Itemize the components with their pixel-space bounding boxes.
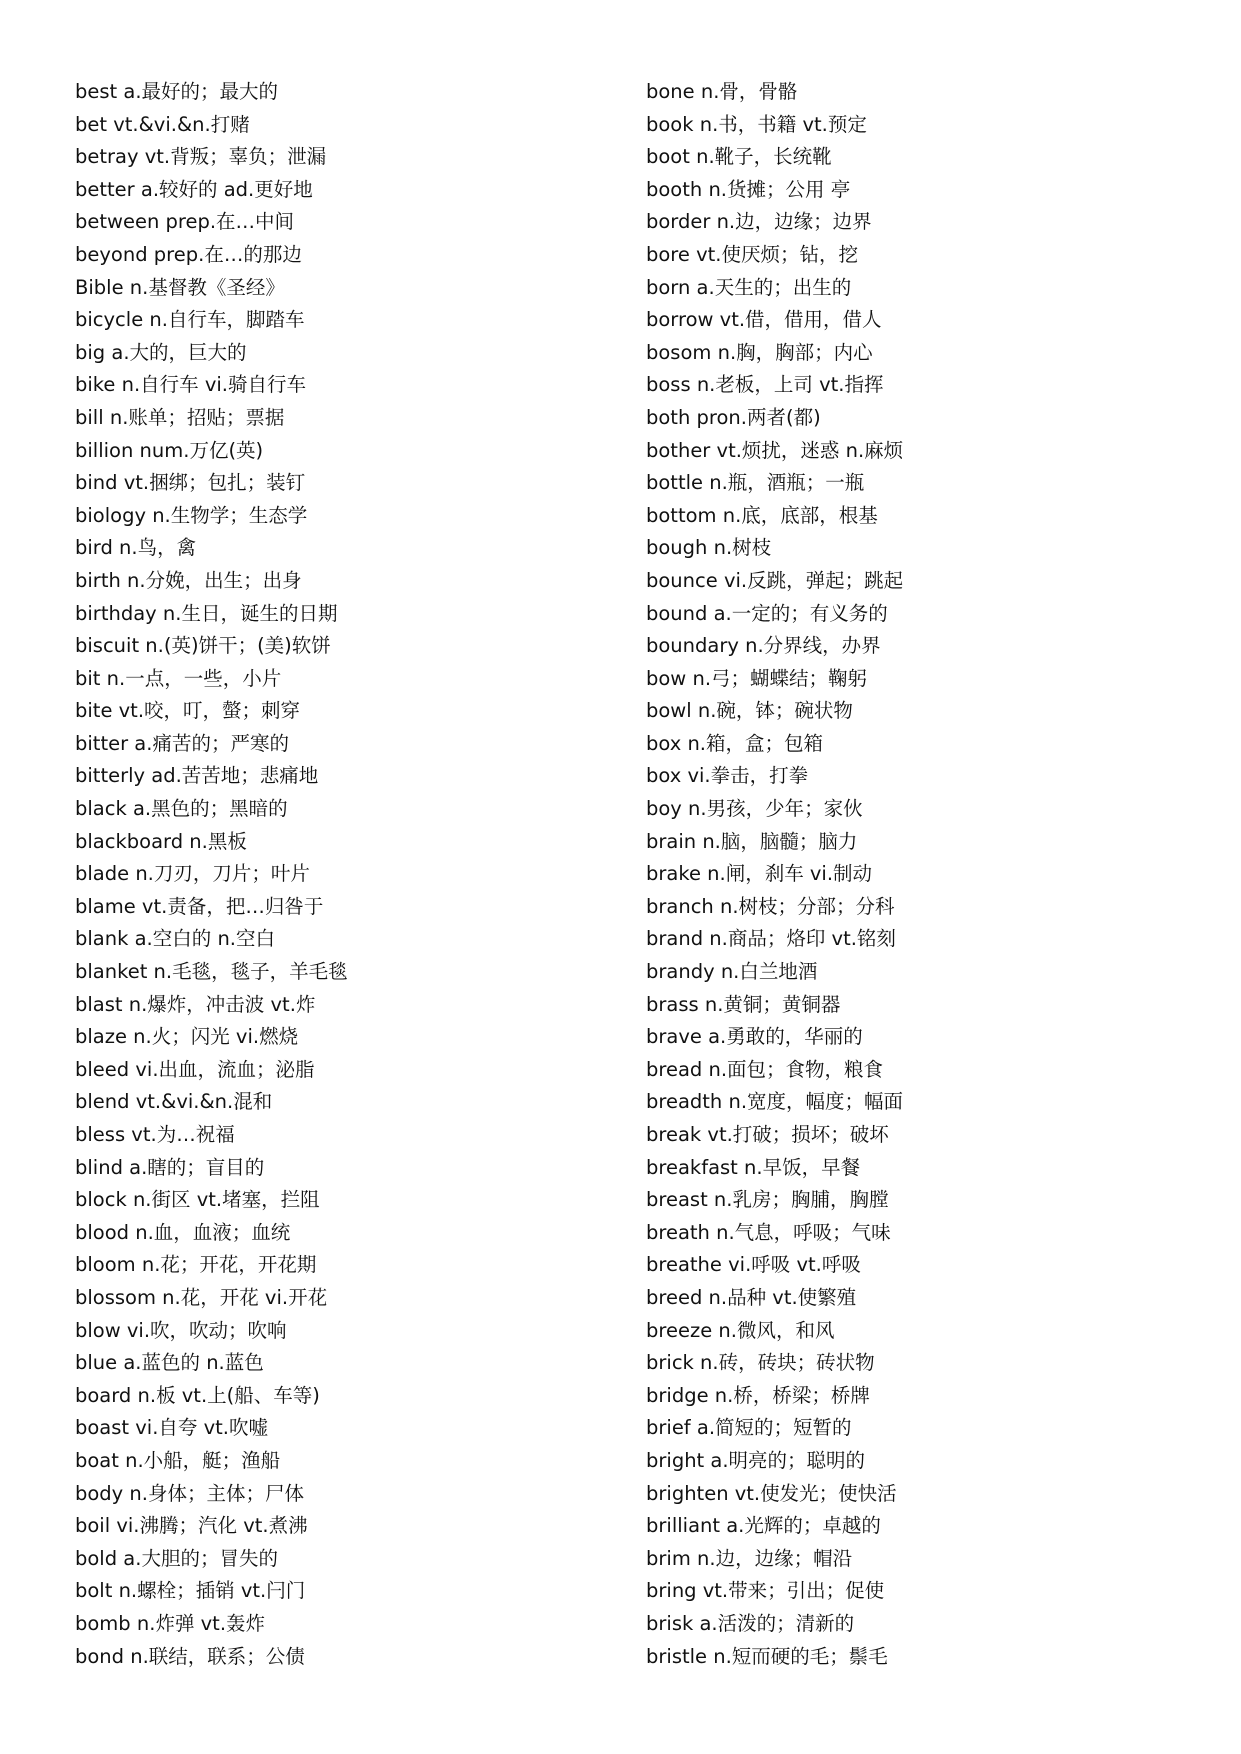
word-entry: breath n.气息，呼吸；气味 <box>646 1220 891 1244</box>
word-entry: bother vt.烦扰，迷惑 n.麻烦 <box>646 438 904 462</box>
word-entry: bet vt.&vi.&n.打赌 <box>75 112 250 136</box>
word-entry: big a.大的，巨大的 <box>75 340 247 364</box>
word-entry: bomb n.炸弹 vt.轰炸 <box>75 1611 266 1635</box>
word-entry: biscuit n.(英)饼干；(美)软饼 <box>75 634 331 658</box>
word-entry: birth n.分娩，出生；出身 <box>75 568 302 592</box>
word-entry: biology n.生物学；生态学 <box>75 503 308 527</box>
word-entry: brighten vt.使发光；使快活 <box>646 1481 897 1505</box>
word-entry: box n.箱，盒；包箱 <box>646 731 824 755</box>
word-entry: bright a.明亮的；聪明的 <box>646 1448 866 1472</box>
word-entry: bowl n.碗，钵；碗状物 <box>646 699 853 723</box>
word-entry: bitterly ad.苦苦地；悲痛地 <box>75 764 319 788</box>
word-entry: breed n.品种 vt.使繁殖 <box>646 1285 857 1309</box>
word-entry: bold a.大胆的；冒失的 <box>75 1546 278 1570</box>
word-entry: birthday n.生日，诞生的日期 <box>75 601 338 625</box>
word-entry: borrow vt.借，借用，借人 <box>646 308 882 332</box>
left-word-column <box>75 76 575 1673</box>
word-entry: billion num.万亿(英) <box>75 438 264 462</box>
word-entry: board n.板 vt.上(船、车等) <box>75 1383 320 1407</box>
word-entry: bring vt.带来；引出；促使 <box>646 1579 885 1603</box>
word-entry: blanket n.毛毯，毯子，羊毛毯 <box>75 960 348 984</box>
word-entry: bleed vi.出血，流血；泌脂 <box>75 1057 315 1081</box>
word-entry: brisk a.活泼的；清新的 <box>646 1611 855 1635</box>
right-word-column <box>646 76 1166 1673</box>
word-entry: branch n.树枝；分部；分科 <box>646 894 895 918</box>
word-entry: bottle n.瓶，酒瓶；一瓶 <box>646 471 865 495</box>
word-entry: bough n.树枝 <box>646 536 772 560</box>
word-entry: bit n.一点，一些，小片 <box>75 666 282 690</box>
word-entry: bridge n.桥，桥梁；桥牌 <box>646 1383 870 1407</box>
word-entry: both pron.两者(都) <box>646 405 821 429</box>
word-entry: bike n.自行车 vi.骑自行车 <box>75 373 307 397</box>
word-entry: bone n.骨，骨骼 <box>646 80 798 103</box>
word-entry: bounce vi.反跳，弹起；跳起 <box>646 568 904 592</box>
word-entry: brief a.简短的；短暂的 <box>646 1416 852 1440</box>
word-entry: breast n.乳房；胸脯，胸膛 <box>646 1188 889 1212</box>
word-entry: bicycle n.自行车，脚踏车 <box>75 308 305 332</box>
word-entry: bond n.联结，联系；公债 <box>75 1644 305 1668</box>
word-entry: blackboard n.黑板 <box>75 829 247 853</box>
word-entry: bread n.面包；食物，粮食 <box>646 1057 884 1081</box>
word-entry: blossom n.花，开花 vi.开花 <box>75 1285 328 1309</box>
word-entry: between prep.在…中间 <box>75 210 295 234</box>
word-entry: betray vt.背叛；辜负；泄漏 <box>75 145 327 169</box>
word-entry: born a.天生的；出生的 <box>646 275 852 299</box>
word-entry: bristle n.短而硬的毛；鬃毛 <box>646 1644 888 1668</box>
word-entry: breathe vi.呼吸 vt.呼吸 <box>646 1253 861 1277</box>
word-entry: brain n.脑，脑髓；脑力 <box>646 829 858 853</box>
word-entry: brass n.黄铜；黄铜器 <box>646 992 841 1016</box>
word-entry: brilliant a.光辉的；卓越的 <box>646 1514 881 1538</box>
word-entry: boil vi.沸腾；汽化 vt.煮沸 <box>75 1514 308 1538</box>
word-entry: bore vt.使厌烦；钻，挖 <box>646 242 858 266</box>
word-entry: boat n.小船，艇；渔船 <box>75 1448 281 1472</box>
word-entry: brand n.商品；烙印 vt.铭刻 <box>646 927 896 951</box>
word-entry: boast vi.自夸 vt.吹嘘 <box>75 1416 269 1440</box>
word-entry: break vt.打破；损坏；破坏 <box>646 1123 889 1146</box>
word-entry: brave a.勇敢的，华丽的 <box>646 1025 863 1049</box>
word-entry: brake n.闸，刹车 vi.制动 <box>646 862 873 886</box>
word-entry: blend vt.&vi.&n.混和 <box>75 1090 273 1114</box>
word-entry: boundary n.分界线，办界 <box>646 634 881 658</box>
word-entry: boot n.靴子，长统靴 <box>646 145 832 169</box>
word-entry: border n.边，边缘；边界 <box>646 210 872 234</box>
word-entry: booth n.货摊；公用 亭 <box>646 177 851 201</box>
word-entry: blaze n.火；闪光 vi.燃烧 <box>75 1025 299 1049</box>
word-entry: blind a.瞎的；盲目的 <box>75 1155 265 1179</box>
word-entry: bow n.弓；蝴蝶结；鞠躬 <box>646 666 868 690</box>
word-entry: bill n.账单；招贴；票据 <box>75 405 285 429</box>
word-entry: blame vt.责备，把…归咎于 <box>75 894 324 918</box>
word-entry: black a.黑色的；黑暗的 <box>75 797 288 821</box>
word-entry: better a.较好的 ad.更好地 <box>75 177 313 201</box>
word-entry: breeze n.微风，和风 <box>646 1318 835 1342</box>
word-entry: breakfast n.早饭，早餐 <box>646 1155 861 1179</box>
word-entry: bosom n.胸，胸部；内心 <box>646 340 873 364</box>
word-entry: Bible n.基督教《圣经》 <box>75 275 285 299</box>
word-entry: bird n.鸟，禽 <box>75 536 197 560</box>
word-entry: blood n.血，血液；血统 <box>75 1220 291 1244</box>
word-entry: box vi.拳击，打拳 <box>646 764 809 788</box>
word-entry: bless vt.为…祝福 <box>75 1123 235 1146</box>
word-entry: breadth n.宽度，幅度；幅面 <box>646 1090 904 1114</box>
word-entry: bitter a.痛苦的；严寒的 <box>75 731 289 755</box>
word-entry: brandy n.白兰地酒 <box>646 960 818 984</box>
word-entry: bind vt.捆绑；包扎；装钉 <box>75 471 306 495</box>
word-entry: bottom n.底，底部，根基 <box>646 503 878 527</box>
word-entry: boss n.老板，上司 vt.指挥 <box>646 373 884 397</box>
word-entry: bite vt.咬，叮，螫；刺穿 <box>75 699 301 723</box>
word-entry: blue a.蓝色的 n.蓝色 <box>75 1351 264 1375</box>
word-entry: boy n.男孩，少年；家伙 <box>646 797 863 821</box>
word-entry: book n.书，书籍 vt.预定 <box>646 112 867 136</box>
word-entry: beyond prep.在…的那边 <box>75 242 302 266</box>
word-entry: brim n.边，边缘；帽沿 <box>646 1546 853 1570</box>
word-entry: bound a.一定的；有义务的 <box>646 601 888 625</box>
word-entry: body n.身体；主体；尸体 <box>75 1481 304 1505</box>
word-entry: best a.最好的；最大的 <box>75 80 279 103</box>
word-entry: blow vi.吹，吹动；吹响 <box>75 1318 287 1342</box>
word-entry: blade n.刀刃，刀片；叶片 <box>75 862 310 886</box>
word-entry: bolt n.螺栓；插销 vt.闩门 <box>75 1579 306 1603</box>
word-entry: blank a.空白的 n.空白 <box>75 927 275 951</box>
word-entry: blast n.爆炸，冲击波 vt.炸 <box>75 992 316 1016</box>
word-entry: brick n.砖，砖块；砖状物 <box>646 1351 875 1375</box>
word-entry: bloom n.花；开花，开花期 <box>75 1253 317 1277</box>
word-entry: block n.街区 vt.堵塞，拦阻 <box>75 1188 320 1212</box>
